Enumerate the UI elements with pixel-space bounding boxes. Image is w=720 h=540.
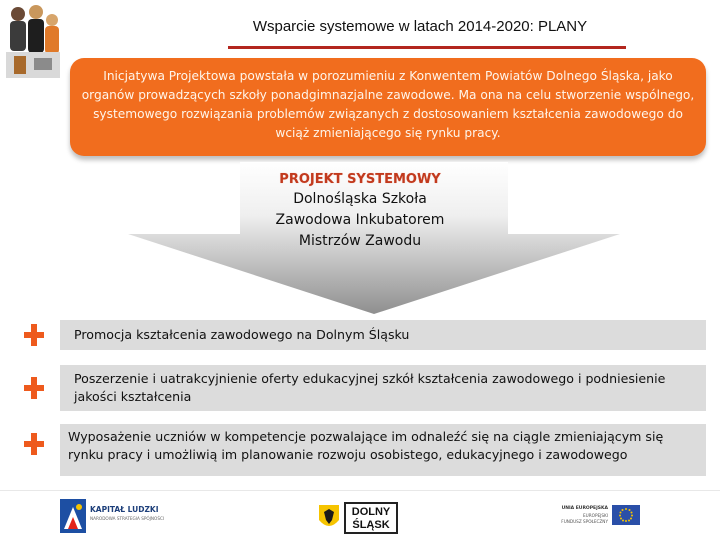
people-photo-icon <box>0 0 70 82</box>
kapital-ludzki-logo <box>60 497 170 535</box>
eu-line-3: FUNDUSZ SPOŁECZNY <box>561 519 608 524</box>
goal-bar-1: Promocja kształcenia zawodowego na Dolnym Śląsku <box>60 320 706 350</box>
dolny-slask-wordmark <box>344 502 398 534</box>
kapital-ludzki-title: KAPITAŁ LUDZKI <box>90 505 159 514</box>
eu-logo <box>556 500 640 532</box>
plus-icon <box>24 377 44 399</box>
plus-icon <box>24 324 44 346</box>
goal-bar-2: Poszerzenie i uatrakcyjnienie oferty edukacyjnej szkół kształcenia zawodowego i podniesienie jakości kształcenia <box>60 365 706 411</box>
kapital-ludzki-subtitle: NARODOWA STRATEGIA SPÓJNOŚCI <box>90 516 165 521</box>
eagle-crest-icon <box>318 504 340 532</box>
eu-flag-icon <box>612 505 640 525</box>
project-label: PROJEKT SYSTEMOWY <box>279 172 441 187</box>
page-title: Wsparcie systemowe w latach 2014-2020: PLANY <box>252 18 588 35</box>
eu-line-2: EUROPEJSKI <box>583 513 608 518</box>
kapital-ludzki-emblem-icon <box>60 499 86 533</box>
dolny-slask-line-1: DOLNY <box>351 506 391 518</box>
title-underline <box>228 46 626 49</box>
project-name-line-1: Dolnośląska Szkoła <box>293 191 427 207</box>
eu-line-1: UNIA EUROPEJSKA <box>561 506 608 511</box>
intro-box: Inicjatywa Projektowa powstała w porozumieniu z Konwentem Powiatów Dolnego Śląska, jako organów prowadzących szkoły ponadgimnazjalne zawodowe. Ma ona na celu stworzenie wspólnego, systemowego rozwiązania problemów związanych z dostosowaniem kształcenia zawodowego do wciąż zmieniającego się rynku pracy. <box>70 58 706 156</box>
project-block <box>240 172 480 252</box>
plus-icon <box>24 433 44 455</box>
dolny-slask-logo <box>318 500 402 536</box>
footer-divider <box>0 490 720 491</box>
goal-bar-3: Wyposażenie uczniów w kompetencje pozwalające im odnaleźć się na ciągle zmieniającym się rynku pracy i umożliwią im planowanie rozwoju osobistego, edukacyjnego i zawodowego <box>60 424 706 476</box>
dolny-slask-line-2: ŚLĄSK <box>352 519 390 531</box>
project-name-line-3: Mistrzów Zawodu <box>298 233 422 249</box>
project-name-line-2: Zawodowa Inkubatorem <box>275 212 445 228</box>
